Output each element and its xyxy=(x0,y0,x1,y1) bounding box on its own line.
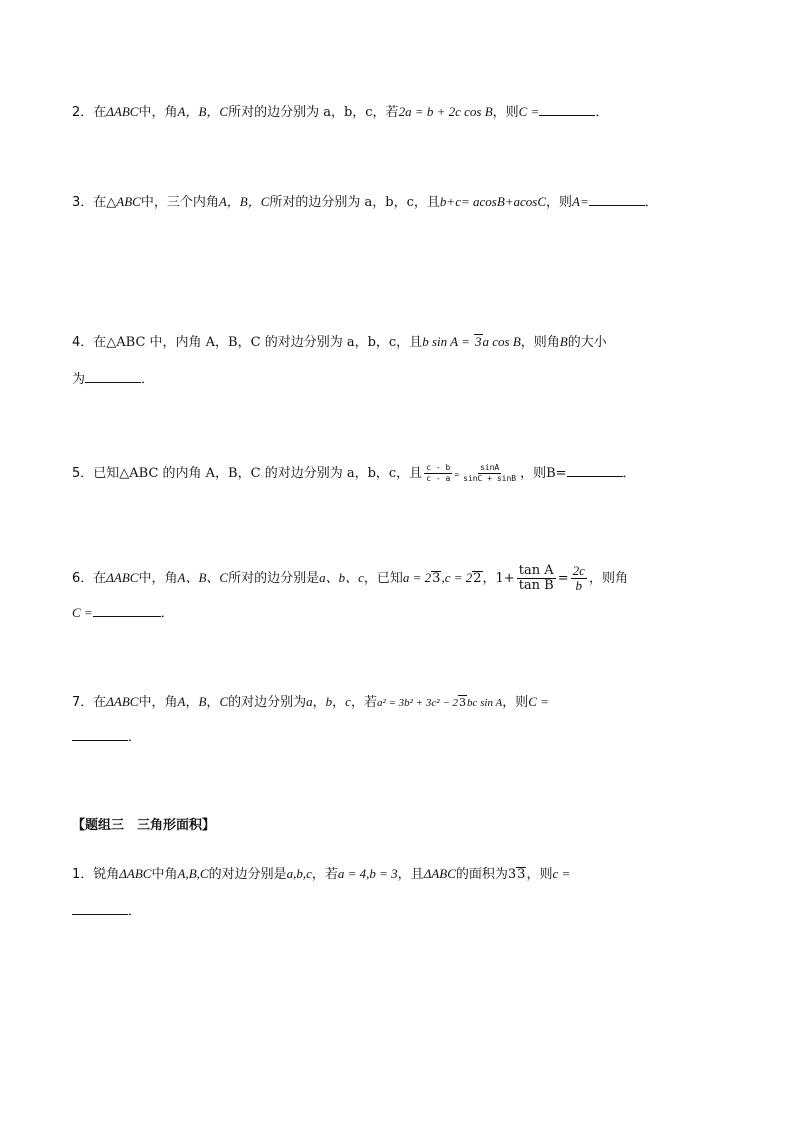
question-5: 5．已知△ABC 的内角 A，B，C 的对边分别为 a，b，c，且 $\frac{c - b}{c - a}$ = $\frac{\sin A}{\sin C + \sin B}$ ，则B= ． xyxy=(72,463,636,483)
question-4: 4．在△ABC 中，内角 A，B，C 的对边分别为 a，b，c，且b sin A = 3a cos B，则角B的大小 xyxy=(72,334,607,350)
question-6: 6．在ΔABC中，角A、B、C所对的边分别是a、b、c，已知a = 23,c = 22，1+ $\frac{\text{tan A}}{\text{tan B}}$ = $\frac{2c}{b}$ ，则角 xyxy=(72,563,628,593)
fraction: $\frac{\text{tan A}}{\text{tan B}}$ xyxy=(518,563,554,593)
question-3: 3．在△ABC中，三个内角A，B，C所对的边分别为 a，b，c，且b+c= acosB+acosC，则A= ． xyxy=(72,194,658,210)
question-2: 2．在ΔABC中，角A，B，C所对的边分别为 a，b，c，若2a = b + 2c cos B，则C = ． xyxy=(72,104,609,120)
sqrt: 3 xyxy=(432,571,441,586)
sqrt: 3 xyxy=(517,867,526,882)
answer-blank[interactable] xyxy=(72,902,128,915)
section-heading: 【题组三 三角形面积】 xyxy=(72,818,216,833)
answer-blank[interactable] xyxy=(539,103,595,116)
question-4-line2: 为 ． xyxy=(72,372,155,387)
sqrt: 3 xyxy=(459,696,466,709)
fraction: $\frac{\sin A}{\sin C + \sin B}$ xyxy=(463,463,517,483)
answer-blank[interactable] xyxy=(72,728,128,741)
question-7: 7．在ΔABC中，角A，B，C的对边分别为a，b，c，若a² = 3b² + 3c² − 23bc sin A，则C = xyxy=(72,694,549,710)
q-number: 2． xyxy=(72,105,94,120)
answer-blank[interactable] xyxy=(567,464,623,477)
group3-question-1-line2: ． xyxy=(72,902,141,922)
sqrt: 3 xyxy=(475,334,482,349)
fraction: $\frac{c - b}{c - a}$ xyxy=(426,463,451,483)
answer-blank[interactable] xyxy=(85,370,141,383)
answer-blank[interactable] xyxy=(589,193,645,206)
answer-blank[interactable] xyxy=(93,604,161,617)
question-7-line2: ． xyxy=(72,728,141,748)
sqrt: 2 xyxy=(473,571,482,586)
group3-question-1: 1．锐角ΔABC中角A,B,C的对边分别是a,b,c，若a = 4,b = 3，且ΔABC的面积为33，则c = xyxy=(72,866,571,882)
fraction: $\frac{2c}{b}$ xyxy=(572,563,585,593)
question-6-line2: C = ． xyxy=(72,605,174,621)
